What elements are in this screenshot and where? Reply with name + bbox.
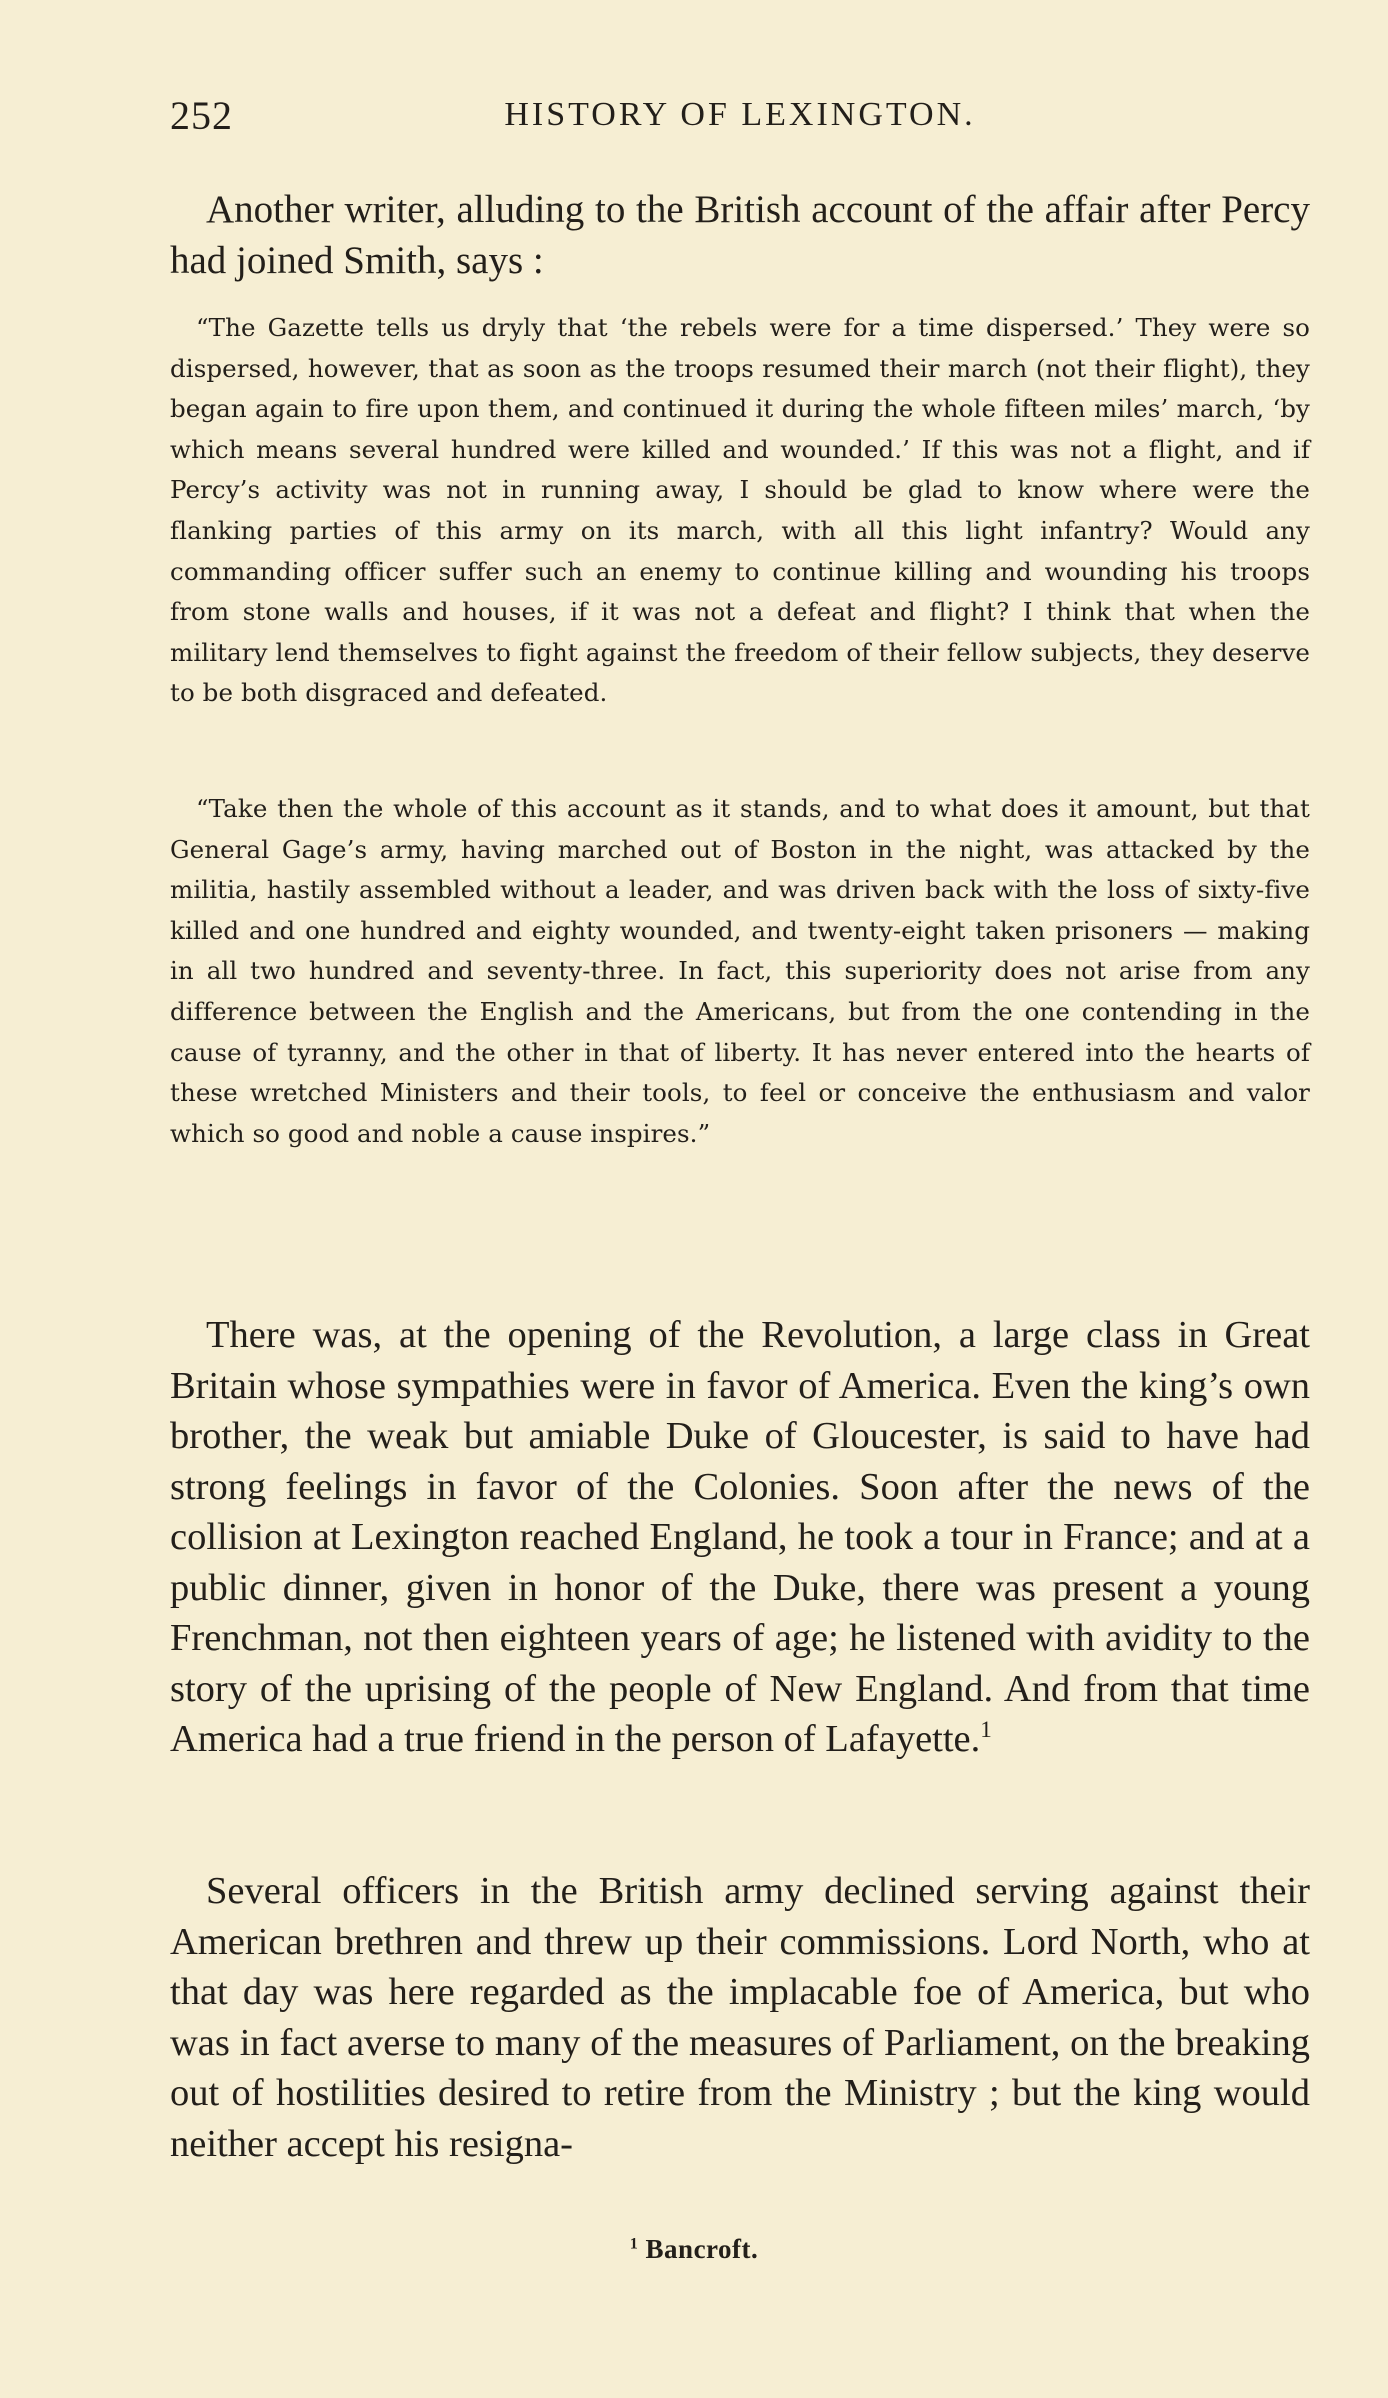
footnote-reference: 1	[980, 1716, 992, 1743]
body-paragraph-1-text: There was, at the opening of the Revolution, a large class in Great Britain whose sympathies were in favor of America. Even the king’s own brother, the weak but amiable Duke of Gloucester, is said to have had strong feelings in favor of the Colonies. Soon after the news of the collision at Lexington reached England, he took a tour in France; and at a public dinner, given in honor of the Duke, there was present a young Frenchman, not then eighteen years of age; he listened with avidity to the story of the uprising of the people of New England. And from that time America had a true friend in the person of Lafayette.	[170, 1314, 1310, 1760]
page-number: 252	[170, 93, 233, 138]
running-title: HISTORY OF LEXINGTON.	[504, 96, 976, 133]
footnote-text: Bancroft.	[645, 2234, 759, 2264]
quote-paragraph-2: “Take then the whole of this account as it stands, and to what does it amount, but that General Gage’s army, having marched out of Boston in the night, was attacked by the militia, hastily assembled without a leader, and was driven back with the loss of sixty-five killed and one hundred and eighty wounded, and twenty-eight taken prisoners — making in all two hundred and seventy-three. In fact, this superiority does not arise from any difference between the English and the Americans, but from the one contending in the cause of tyranny, and the other in that of liberty. It has never entered into the hearts of these wretched Ministers and their tools, to feel or conceive the enthusiasm and valor which so good and noble a cause inspires.”	[170, 794, 1310, 1148]
footnote	[0, 2234, 1388, 2265]
page-header	[170, 92, 1310, 152]
lead-paragraph: Another writer, alluding to the British account of the affair after Percy had joined Smith, says :	[170, 188, 1310, 282]
body-paragraph-1	[170, 1310, 1310, 1765]
body-paragraph-2: Several officers in the British army declined serving against their American brethren and threw up their commissions. Lord North, who at that day was here regarded as the implacable foe of America, but who was in fact averse to many of the measures of Parliament, on the breaking out of hostilities desired to retire from the Ministry ; but the king would neither accept his resigna-	[170, 1870, 1310, 2165]
footnote-marker: 1	[629, 2234, 639, 2253]
quote-paragraph-1: “The Gazette tells us dryly that ‘the rebels were for a time dispersed.’ They were so dispersed, however, that as soon as the troops resumed their march (not their flight), they began again to fire upon them, and continued it during the whole fifteen miles’ march, ‘by which means several hundred were killed and wounded.’ If this was not a flight, and if Percy’s activity was not in running away, I should be glad to know where were the flanking parties of this army on its march, with all this light infantry? Would any commanding officer suffer such an enemy to continue killing and wounding his troops from stone walls and houses, if it was not a defeat and flight? I think that when the military lend themselves to fight against the freedom of their fellow subjects, they deserve to be both disgraced and defeated.	[170, 313, 1310, 708]
